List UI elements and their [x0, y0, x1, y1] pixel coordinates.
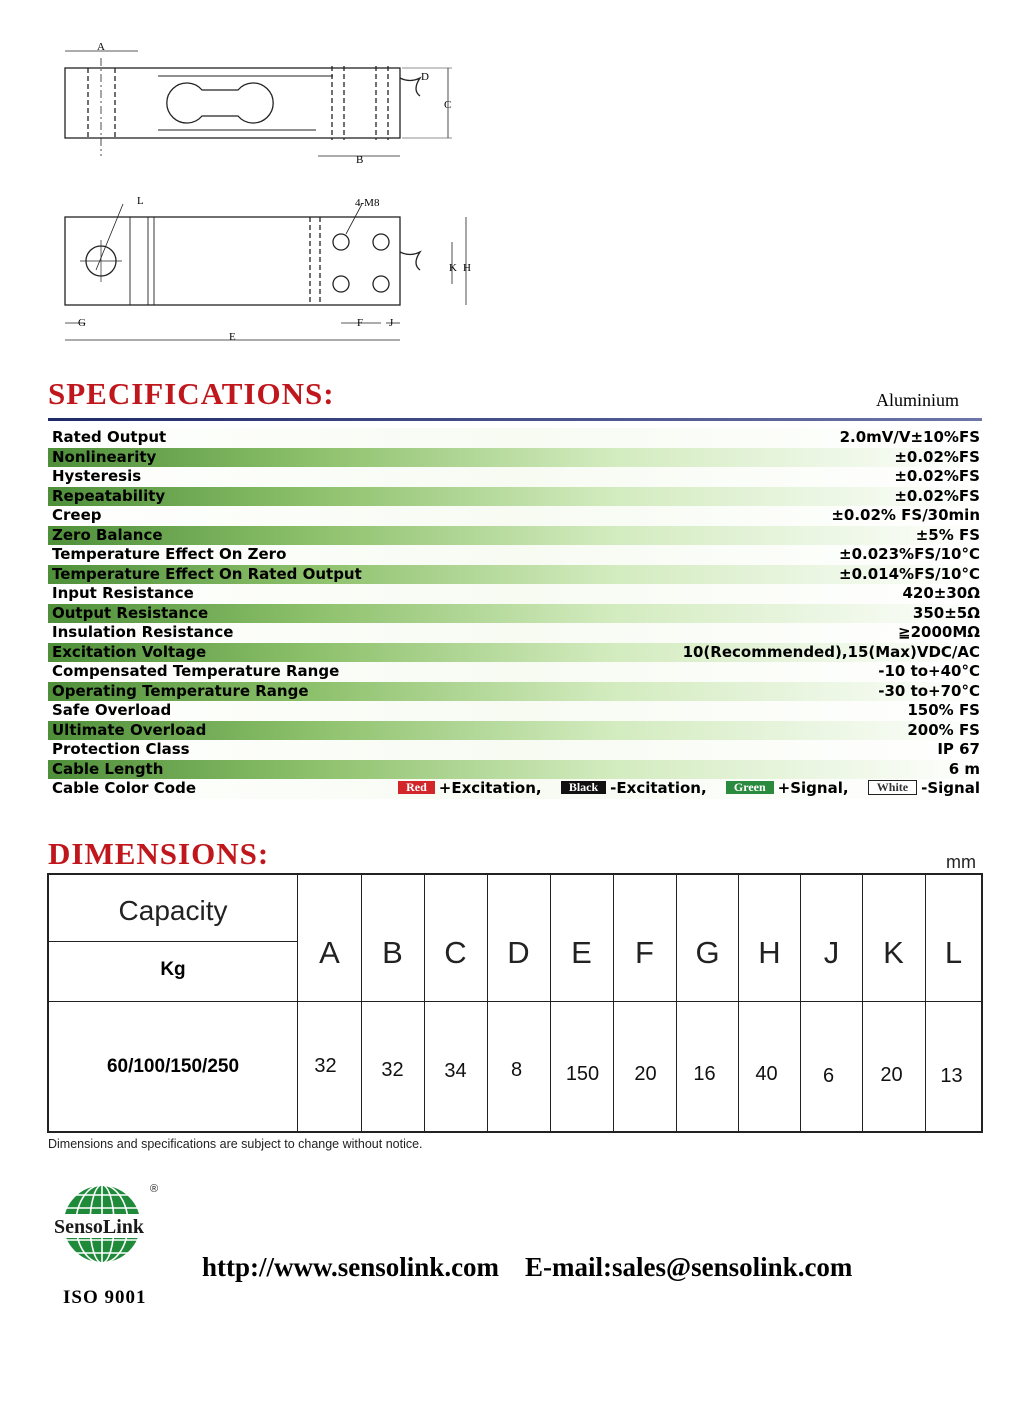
spec-label: Cable Color Code: [52, 779, 197, 797]
specifications-rule: [48, 418, 982, 421]
dim-header-e: E: [571, 935, 592, 970]
spec-value: 6 m: [948, 759, 980, 778]
dim-label-g: G: [78, 317, 86, 329]
spec-row: [48, 584, 982, 604]
spec-value: ±0.02%FS: [894, 447, 980, 466]
contact-line: [202, 1252, 878, 1283]
cable-meaning: -Signal: [921, 779, 980, 797]
spec-value: ≧2000MΩ: [898, 623, 980, 641]
table-divider: [925, 875, 926, 1131]
specifications-table: [48, 428, 982, 799]
dimensions-table: [47, 873, 983, 1133]
dim-value-d: 8: [510, 1059, 523, 1081]
side-view-drawing: [40, 38, 510, 178]
dim-value-b: 32: [381, 1059, 404, 1081]
spec-label: Operating Temperature Range: [52, 681, 309, 700]
spec-row: [48, 545, 982, 565]
spec-label: Input Resistance: [52, 584, 194, 602]
dim-header-h: H: [758, 935, 781, 970]
kg-header: Kg: [160, 959, 186, 980]
table-divider: [424, 875, 425, 1131]
table-divider: [676, 875, 677, 1131]
spec-label: Repeatability: [52, 486, 166, 505]
spec-value: 200% FS: [907, 720, 980, 739]
dim-label-h: H: [463, 262, 471, 274]
cable-chip-white: White: [868, 780, 917, 795]
website-link[interactable]: http://www.sensolink.com: [202, 1252, 500, 1282]
spec-row-cable-color: [48, 779, 982, 799]
dimensions-title: DIMENSIONS:: [48, 836, 270, 871]
table-divider: [49, 941, 297, 942]
material-label: Aluminium: [876, 390, 960, 410]
spec-row: [48, 448, 982, 468]
table-divider: [613, 875, 614, 1131]
dim-header-b: B: [382, 935, 403, 970]
iso-certification: ISO 9001: [63, 1287, 147, 1308]
spec-row: [48, 662, 982, 682]
dim-value-l: 13: [940, 1065, 963, 1087]
specifications-title: SPECIFICATIONS:: [48, 376, 335, 411]
spec-row: [48, 428, 982, 448]
spec-row: [48, 643, 982, 663]
spec-value: 2.0mV/V±10%FS: [839, 428, 980, 446]
table-divider: [487, 875, 488, 1131]
dim-label-d: D: [421, 71, 429, 83]
spec-label: Zero Balance: [52, 525, 163, 544]
dim-label-c: C: [444, 99, 452, 111]
dim-value-a: 32: [314, 1055, 337, 1077]
spec-value: -30 to+70°C: [878, 681, 980, 700]
spec-label: Hysteresis: [52, 467, 142, 485]
spec-value: ±5% FS: [915, 525, 980, 544]
spec-value: -10 to+40°C: [878, 662, 980, 680]
spec-row: [48, 487, 982, 507]
dim-value-h: 40: [755, 1063, 778, 1085]
spec-value: ±0.014%FS/10°C: [839, 564, 980, 583]
spec-label: Creep: [52, 506, 102, 524]
email-link[interactable]: E-mail:sales@sensolink.com: [525, 1252, 853, 1282]
cable-chip-red: Red: [398, 781, 435, 794]
top-view-drawing: [40, 192, 510, 348]
spec-value: IP 67: [937, 740, 980, 758]
spec-row: [48, 623, 982, 643]
spec-label: Safe Overload: [52, 701, 172, 719]
spec-label: Temperature Effect On Zero: [52, 545, 287, 563]
spec-label: Rated Output: [52, 428, 167, 446]
table-divider: [361, 875, 362, 1131]
spec-value: ±0.02%FS: [894, 486, 980, 505]
spec-row: [48, 682, 982, 702]
dim-label-l: L: [137, 195, 144, 207]
table-divider: [738, 875, 739, 1131]
dim-header-f: F: [635, 935, 654, 970]
spec-row: [48, 506, 982, 526]
dim-value-k: 20: [880, 1064, 903, 1086]
spec-label: Output Resistance: [52, 603, 209, 622]
dim-label-a: A: [97, 41, 105, 53]
spec-value: ±0.02%FS: [894, 467, 980, 485]
dim-header-a: A: [319, 935, 340, 970]
disclaimer-note: Dimensions and specifications are subject to change without notice.: [48, 1137, 423, 1151]
dim-header-g: G: [695, 935, 720, 970]
dim-label-k: K: [449, 262, 457, 274]
table-divider: [49, 1001, 981, 1002]
table-divider: [550, 875, 551, 1131]
spec-label: Excitation Voltage: [52, 642, 207, 661]
cable-meaning: +Signal,: [777, 779, 849, 797]
dim-label-b: B: [356, 154, 364, 166]
spec-value: 420±30Ω: [902, 584, 980, 602]
cable-meaning: -Excitation,: [610, 779, 707, 797]
dim-label-4m8: 4-M8: [355, 197, 380, 209]
spec-row: [48, 565, 982, 585]
cable-chip-green: Green: [726, 781, 774, 794]
spec-row: [48, 526, 982, 546]
table-divider: [800, 875, 801, 1131]
spec-label: Temperature Effect On Rated Output: [52, 564, 362, 583]
registered-mark: ®: [150, 1183, 159, 1195]
spec-label: Nonlinearity: [52, 447, 157, 466]
spec-value: ±0.023%FS/10°C: [839, 545, 980, 563]
spec-label: Cable Length: [52, 759, 164, 778]
capacity-header: Capacity: [118, 895, 228, 926]
spec-label: Ultimate Overload: [52, 720, 207, 739]
dim-label-e: E: [229, 331, 236, 343]
dim-label-j: J: [389, 317, 394, 329]
spec-label: Insulation Resistance: [52, 623, 234, 641]
spec-row: [48, 721, 982, 741]
spec-value: ±0.02% FS/30min: [831, 506, 980, 524]
logo-wordmark: SensoLink: [54, 1216, 145, 1238]
cable-meaning: +Excitation,: [438, 779, 542, 797]
dimensions-unit: mm: [946, 852, 976, 872]
spec-row: [48, 760, 982, 780]
cable-color-codes: [384, 779, 980, 799]
dim-value-g: 16: [693, 1063, 716, 1085]
spec-row: [48, 604, 982, 624]
dim-header-j: J: [823, 935, 840, 970]
spec-row: [48, 701, 982, 721]
dim-value-e: 150: [565, 1063, 600, 1085]
spec-label: Protection Class: [52, 740, 190, 758]
spec-row: [48, 740, 982, 760]
dim-value-j: 6: [822, 1065, 835, 1087]
side-view-svg: [40, 38, 510, 178]
cable-chip-black: Black: [561, 781, 606, 794]
dim-header-l: L: [944, 935, 963, 970]
dim-header-k: K: [883, 935, 904, 970]
spec-value: 350±5Ω: [912, 603, 980, 622]
top-view-svg: [40, 192, 510, 348]
dim-label-f: F: [357, 317, 364, 329]
spec-row: [48, 467, 982, 487]
spec-label: Compensated Temperature Range: [52, 662, 340, 680]
dim-header-d: D: [507, 935, 530, 970]
spec-value: 150% FS: [907, 701, 980, 719]
table-divider: [862, 875, 863, 1131]
capacity-value: 60/100/150/250: [106, 1056, 240, 1077]
dim-value-f: 20: [634, 1063, 657, 1085]
table-divider: [297, 875, 298, 1131]
spec-value: 10(Recommended),15(Max)VDC/AC: [682, 642, 980, 661]
dim-header-c: C: [444, 935, 467, 970]
dim-value-c: 34: [444, 1060, 467, 1082]
